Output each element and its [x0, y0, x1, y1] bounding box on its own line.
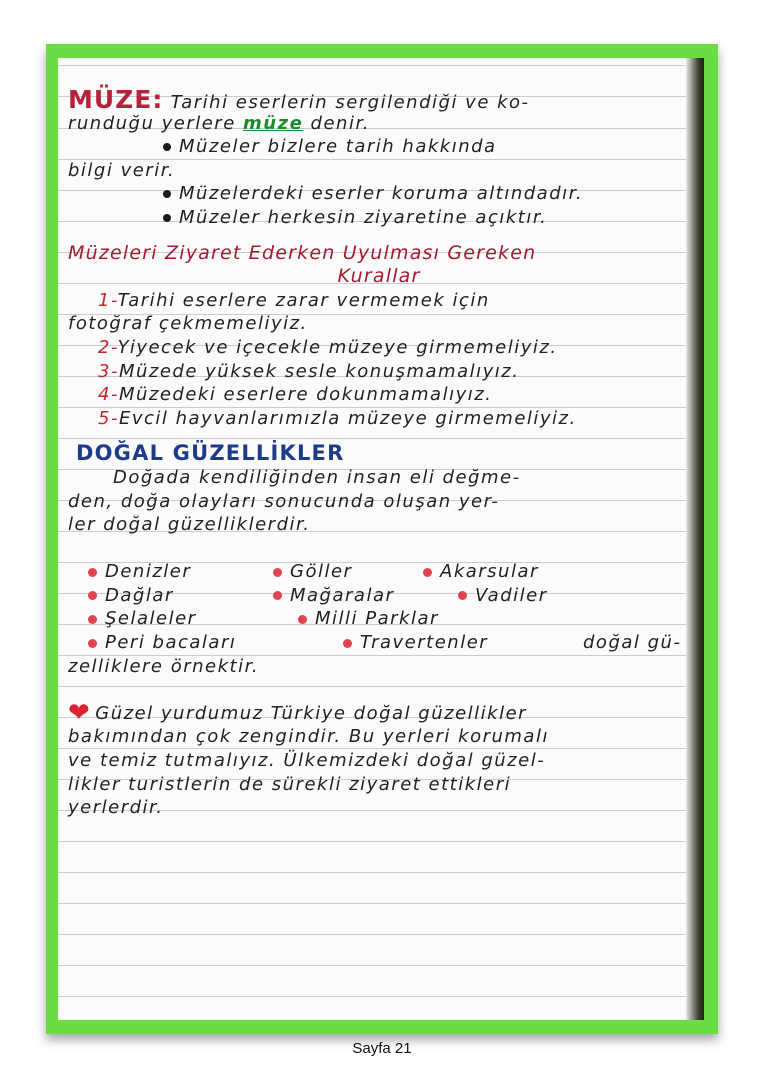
bullet-dot-icon [163, 190, 171, 198]
bullet-dot-icon [273, 568, 282, 577]
museum-bullet-2-text: Müzelerdeki eserler koruma altındadır. [179, 183, 584, 205]
rule-text: Müzede yüksek sesle konuşmamalıyız. [118, 360, 520, 382]
conclusion-text-3: ve temiz tutmalıyız. Ülkemizdeki doğal güzel- [68, 750, 546, 772]
rule-text-cont: fotoğraf çekmemeliyiz. [68, 313, 308, 335]
conclusion-line-1 [68, 698, 690, 729]
page-number: Sayfa 21 [352, 1040, 412, 1057]
nature-definition-text-3: ler doğal güzelliklerdir. [68, 514, 311, 536]
museum-bullet-1-text: Müzeler bizlere tarih hakkında [179, 136, 497, 158]
museum-bullet-3 [68, 206, 690, 230]
example-item: Şelaleler [105, 608, 197, 630]
museum-definition-line-2 [68, 112, 690, 136]
rule-number: 2- [98, 336, 118, 358]
examples-row-4 [68, 631, 690, 655]
bullet-dot-icon [423, 568, 432, 577]
museum-title: MÜZE: [68, 85, 164, 114]
examples-tail-line [68, 655, 690, 679]
bullet-dot-icon [273, 591, 282, 600]
museum-highlight-word: müze [243, 112, 304, 134]
example-item: Vadiler [475, 584, 548, 606]
rule-item-2 [68, 336, 690, 360]
rule-item-4 [68, 383, 690, 407]
examples-row-1 [68, 560, 690, 584]
example-item: Milli Parklar [315, 608, 439, 630]
museum-bullet-1-line-1 [68, 135, 690, 159]
museum-definition-line-1 [68, 85, 690, 114]
conclusion-text-1: Güzel yurdumuz Türkiye doğal güzellikler [95, 702, 528, 724]
conclusion-line-4 [68, 773, 690, 797]
rules-heading-line-1: Müzeleri Ziyaret Ederken Uyulması Gereken [68, 241, 537, 264]
museum-bullet-2 [68, 182, 690, 206]
handwritten-notes [68, 85, 690, 820]
examples-tail-text: doğal gü- [583, 632, 682, 654]
conclusion-text-4: likler turistlerin de sürekli ziyaret ettikleri [68, 773, 512, 795]
museum-bullet-1-line-2 [68, 159, 690, 183]
museum-definition-text-1: Tarihi eserlerin sergilendiği ve ko- [170, 92, 530, 113]
bullet-dot-icon [163, 214, 171, 222]
rule-text: Müzedeki eserlere dokunmamalıyız. [118, 384, 493, 406]
conclusion-line-3 [68, 749, 690, 773]
rule-item-3 [68, 360, 690, 384]
nature-definition-line-3 [68, 513, 690, 537]
rule-item-5 [68, 407, 690, 431]
heart-icon: ❤ [68, 698, 92, 729]
nature-definition-line-2 [68, 490, 690, 514]
bullet-dot-icon [343, 639, 352, 648]
notebook-paper [58, 58, 704, 1020]
examples-row-2 [68, 584, 690, 608]
examples-tail-text-cont: zelliklere örnektir. [68, 655, 260, 677]
museum-definition-text-2a: runduğu yerlere [68, 112, 236, 134]
bullet-dot-icon [458, 591, 467, 600]
rule-item-1-line-1 [68, 289, 690, 313]
museum-definition-text-2b: denir. [310, 112, 370, 134]
bullet-dot-icon [298, 615, 307, 624]
example-item: Denizler [105, 561, 192, 583]
rule-item-1-line-2 [68, 312, 690, 336]
bullet-dot-icon [88, 568, 97, 577]
example-item: Mağaralar [290, 584, 395, 606]
nature-heading [68, 442, 690, 466]
example-item: Dağlar [105, 584, 174, 606]
rule-text: Tarihi eserlere zarar vermemek için [117, 289, 490, 311]
green-frame [46, 44, 718, 1034]
example-item: Göller [290, 561, 353, 583]
rule-text: Evcil hayvanlarımızla müzeye girmemeliyiz. [118, 407, 577, 429]
conclusion-text-2: bakımından çok zengindir. Bu yerleri korumalı [68, 726, 549, 748]
examples-row-3 [68, 607, 690, 631]
nature-heading-text: DOĞAL GÜZELLİKLER [76, 441, 345, 466]
conclusion-line-2 [68, 725, 690, 749]
nature-definition-text-2: den, doğa olayları sonucunda oluşan yer- [68, 490, 500, 512]
rule-number: 3- [98, 360, 119, 382]
conclusion-line-5 [68, 796, 690, 820]
bullet-dot-icon [88, 639, 97, 648]
museum-bullet-3-text: Müzeler herkesin ziyaretine açıktır. [179, 206, 548, 228]
example-item: Akarsular [440, 561, 539, 583]
bullet-dot-icon [88, 591, 97, 600]
conclusion-text-5: yerlerdir. [68, 797, 164, 819]
rule-text: Yiyecek ve içecekle müzeye girmemeliyiz. [117, 336, 558, 358]
nature-definition-text-1: Doğada kendiliğinden insan eli değme- [113, 466, 521, 488]
bullet-dot-icon [163, 143, 171, 151]
example-item: Travertenler [360, 632, 489, 654]
rule-number: 4- [98, 384, 119, 406]
example-item: Peri bacaları [105, 632, 237, 654]
nature-definition-line-1 [68, 466, 690, 490]
bullet-dot-icon [88, 615, 97, 624]
rule-number: 1- [98, 289, 118, 311]
museum-bullet-1-text-cont: bilgi verir. [68, 159, 176, 181]
rule-number: 5- [98, 407, 119, 429]
rules-heading-line-2: Kurallar [337, 265, 421, 288]
